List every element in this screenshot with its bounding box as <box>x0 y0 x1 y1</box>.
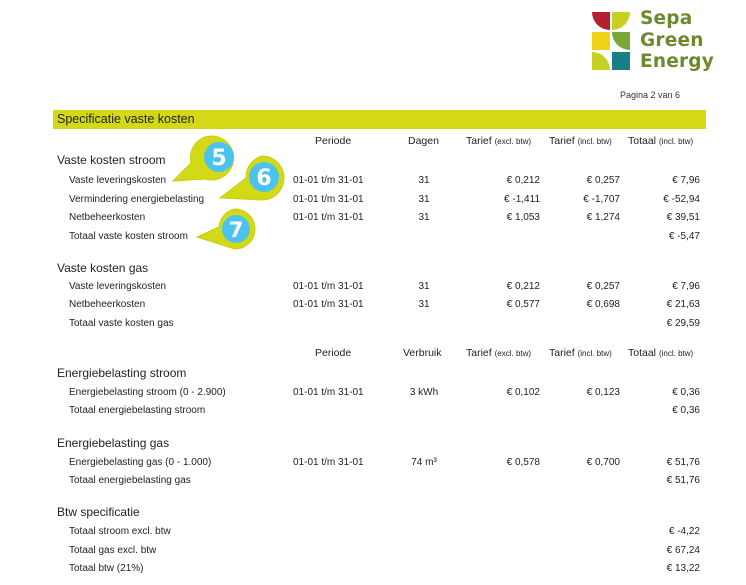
table-cell: 31 <box>418 212 430 223</box>
table-cell: Totaal vaste kosten gas <box>69 318 174 329</box>
header-periode-2: Periode <box>315 347 352 359</box>
table-cell: Energiebelasting gas (0 - 1.000) <box>69 457 212 468</box>
table-cell: € 7,96 <box>672 175 700 186</box>
table-cell: € 0,36 <box>672 405 700 416</box>
callout-7 <box>195 207 261 251</box>
table-cell: Vaste leveringskosten <box>69 281 167 292</box>
table-cell: € 21,63 <box>666 299 700 310</box>
table-cell: € 0,578 <box>506 457 540 468</box>
table-cell: € 0,698 <box>586 299 620 310</box>
table-cell: 01-01 t/m 31-01 <box>293 175 364 186</box>
table-cell: € 51,76 <box>666 457 700 468</box>
header-totaal: Totaal (incl. btw) <box>628 135 694 147</box>
table-cell: € 1,053 <box>506 212 540 223</box>
table-cell: € 0,257 <box>586 281 620 292</box>
table-cell: € 1,274 <box>586 212 620 223</box>
table-cell: Totaal btw (21%) <box>69 563 144 574</box>
header-tarief-incl-2: Tarief (incl. btw) <box>549 347 612 359</box>
table-cell: € 13,22 <box>666 563 700 574</box>
table-cell: 01-01 t/m 31-01 <box>293 299 364 310</box>
section-title-eb-stroom: Energiebelasting stroom <box>57 366 187 380</box>
header-totaal-2: Totaal (incl. btw) <box>628 347 694 359</box>
table-cell: € 67,24 <box>666 545 700 556</box>
header-verbruik: Verbruik <box>403 347 442 359</box>
table-cell: 01-01 t/m 31-01 <box>293 387 364 398</box>
table-cell: € -1,411 <box>504 194 540 205</box>
table-cell: € 29,59 <box>666 318 700 329</box>
table-cell: € 0,257 <box>586 175 620 186</box>
table-cell: € 0,102 <box>506 387 540 398</box>
section-title-gas: Vaste kosten gas <box>57 261 149 275</box>
table-cell: € 0,36 <box>672 387 700 398</box>
table-cell: € -5,47 <box>668 231 700 242</box>
table-cell: 01-01 t/m 31-01 <box>293 457 364 468</box>
table-cell: 31 <box>418 281 430 292</box>
header-dagen: Dagen <box>408 135 439 147</box>
table-cell: Netbeheerkosten <box>69 212 146 223</box>
table-cell: € 0,212 <box>506 281 540 292</box>
table-cell: 01-01 t/m 31-01 <box>293 212 364 223</box>
table-cell: Totaal energiebelasting stroom <box>69 405 206 416</box>
header-tarief-excl: Tarief (excl. btw) <box>466 135 532 147</box>
table-cell: Netbeheerkosten <box>69 299 146 310</box>
table-cell: Energiebelasting stroom (0 - 2.900) <box>69 387 226 398</box>
section-banner <box>53 110 706 129</box>
table-cell: Vaste leveringskosten <box>69 175 167 186</box>
callout-6 <box>214 154 290 206</box>
table-cell: € -1,707 <box>583 194 620 205</box>
table-cell: 31 <box>418 299 430 310</box>
table-cell: € 0,700 <box>586 457 620 468</box>
header-tarief-excl-2: Tarief (excl. btw) <box>466 347 532 359</box>
table-cell: € 0,212 <box>506 175 540 186</box>
svg-text:7: 7 <box>228 218 244 242</box>
table-cell: € 51,76 <box>666 475 700 486</box>
table-cell: Totaal vaste kosten stroom <box>69 231 188 242</box>
header-periode: Periode <box>315 135 352 147</box>
section-title-stroom: Vaste kosten stroom <box>57 153 166 167</box>
table-cell: 3 kWh <box>409 387 439 398</box>
table-cell: € 0,577 <box>506 299 540 310</box>
table-cell: € 0,123 <box>586 387 620 398</box>
logo-mark-icon <box>590 10 634 74</box>
section-title-eb-gas: Energiebelasting gas <box>57 436 170 450</box>
banner-title: Specificatie vaste kosten <box>57 112 195 126</box>
table-cell: Totaal stroom excl. btw <box>69 526 171 537</box>
table-cell: Totaal energiebelasting gas <box>69 475 191 486</box>
table-cell: 31 <box>418 175 430 186</box>
svg-text:5: 5 <box>211 146 227 171</box>
table-cell: Vermindering energiebelasting <box>69 194 205 205</box>
sepa-green-energy-logo <box>590 8 720 80</box>
header-tarief-incl: Tarief (incl. btw) <box>549 135 612 147</box>
page-number: Pagina 2 van 6 <box>620 90 681 100</box>
table-cell: 01-01 t/m 31-01 <box>293 194 364 205</box>
table-cell: € -52,94 <box>663 194 700 205</box>
table-cell: € 39,51 <box>666 212 700 223</box>
table-cell: € -4,22 <box>668 526 700 537</box>
section-title-btw: Btw specificatie <box>57 505 140 519</box>
table-cell: € 7,96 <box>672 281 700 292</box>
svg-text:6: 6 <box>256 166 272 191</box>
table-cell: Totaal gas excl. btw <box>69 545 157 556</box>
table-cell: 01-01 t/m 31-01 <box>293 281 364 292</box>
logo-wordmark: Sepa Green Energy <box>640 8 714 72</box>
table-cell: 31 <box>418 194 430 205</box>
table-cell: 74 m³ <box>411 457 437 468</box>
